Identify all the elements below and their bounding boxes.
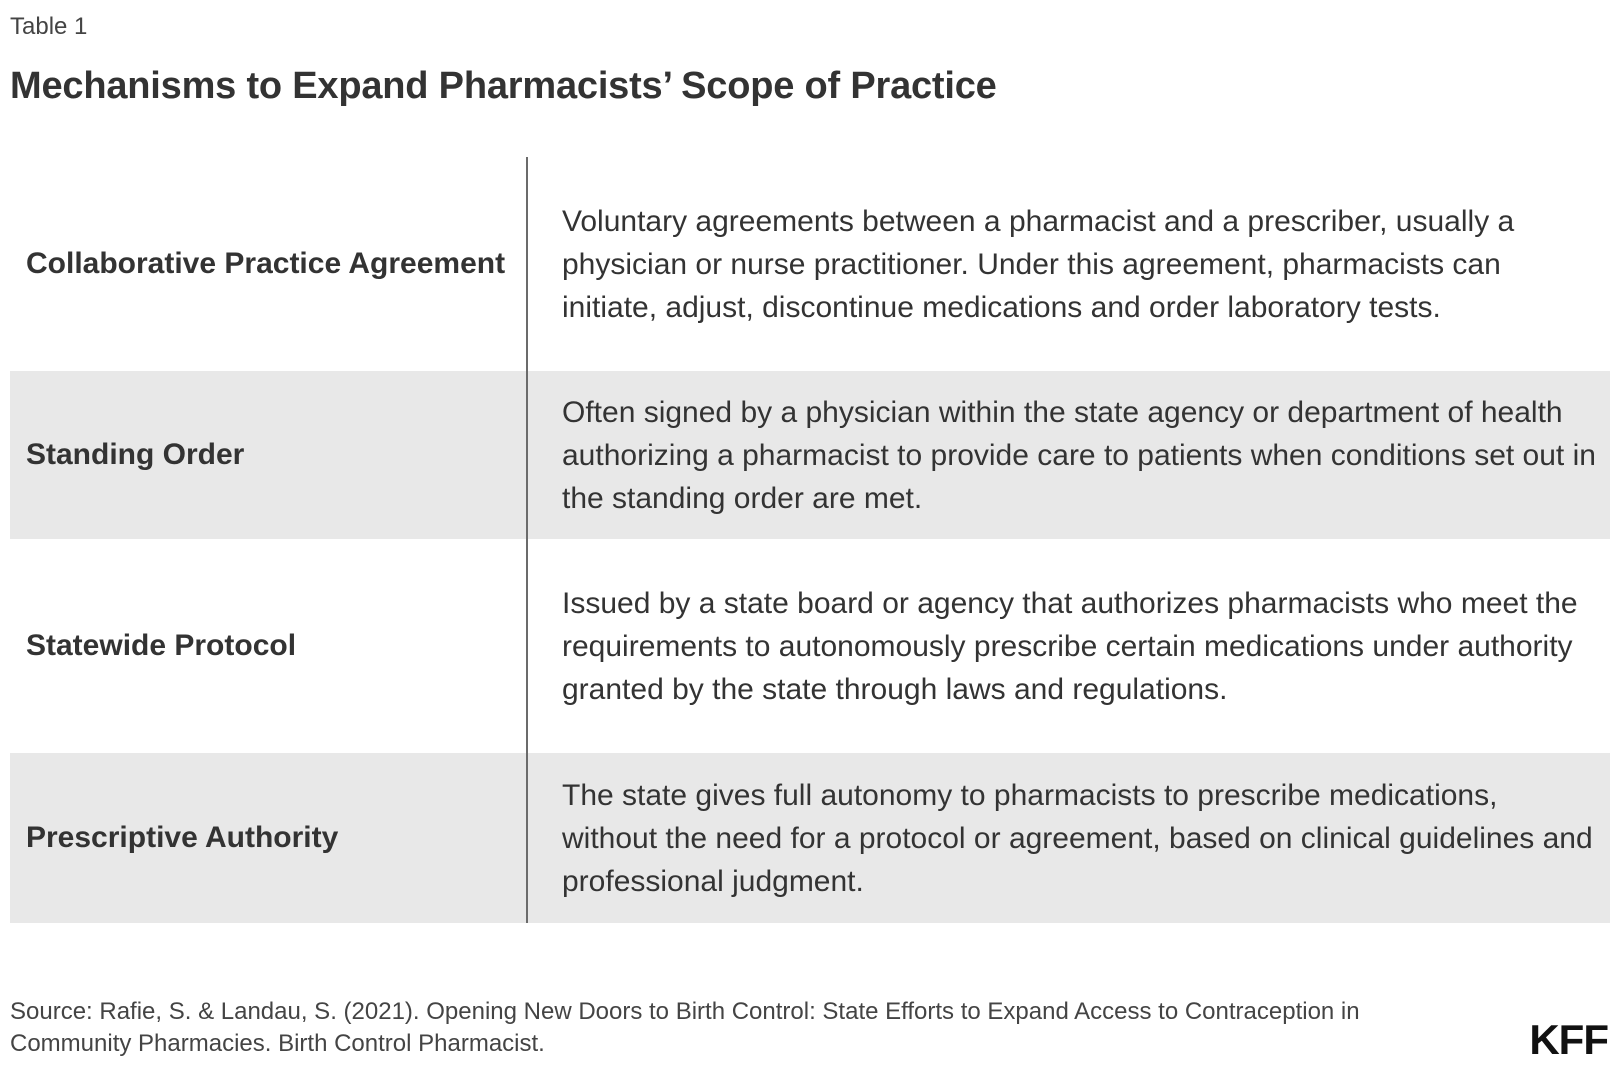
table-number-label: Table 1 bbox=[10, 13, 88, 40]
kff-logo: KFF bbox=[1529, 1016, 1608, 1063]
table-row bbox=[10, 157, 1610, 371]
source-note: Source: Rafie, S. & Landau, S. (2021). Opening New Doors to Birth Control: State Efforts to Expand Access to Contraception in Community Pharmacies. Birth Control Pharmacist. bbox=[10, 998, 1360, 1057]
definition-cell: Issued by a state board or agency that authorizes pharmacists who meet the requirements to autonomously prescribe certain medications under authority granted by the state through laws and regulations. bbox=[562, 586, 1578, 706]
term-cell: Collaborative Practice Agreement bbox=[10, 157, 528, 371]
term-cell: Standing Order bbox=[10, 371, 528, 539]
definition-cell: The state gives full autonomy to pharmacists to prescribe medications, without the need for a protocol or agreement, based on clinical guidelines and professional judgment. bbox=[562, 778, 1593, 898]
term-cell: Statewide Protocol bbox=[10, 539, 528, 753]
term-cell: Prescriptive Authority bbox=[10, 753, 528, 923]
table-row bbox=[10, 371, 1610, 539]
definition-cell: Often signed by a physician within the state agency or department of health authorizing a pharmacist to provide care to patients when conditions set out in the standing order are met. bbox=[562, 395, 1596, 515]
mechanisms-table bbox=[10, 157, 1610, 923]
table-row bbox=[10, 753, 1610, 923]
table-row bbox=[10, 539, 1610, 753]
definition-cell: Voluntary agreements between a pharmacist and a prescriber, usually a physician or nurse practitioner. Under this agreement, pharmacists can initiate, adjust, discontinue medications and order laboratory tests. bbox=[562, 204, 1515, 324]
page-title: Mechanisms to Expand Pharmacists’ Scope of Practice bbox=[10, 65, 997, 107]
